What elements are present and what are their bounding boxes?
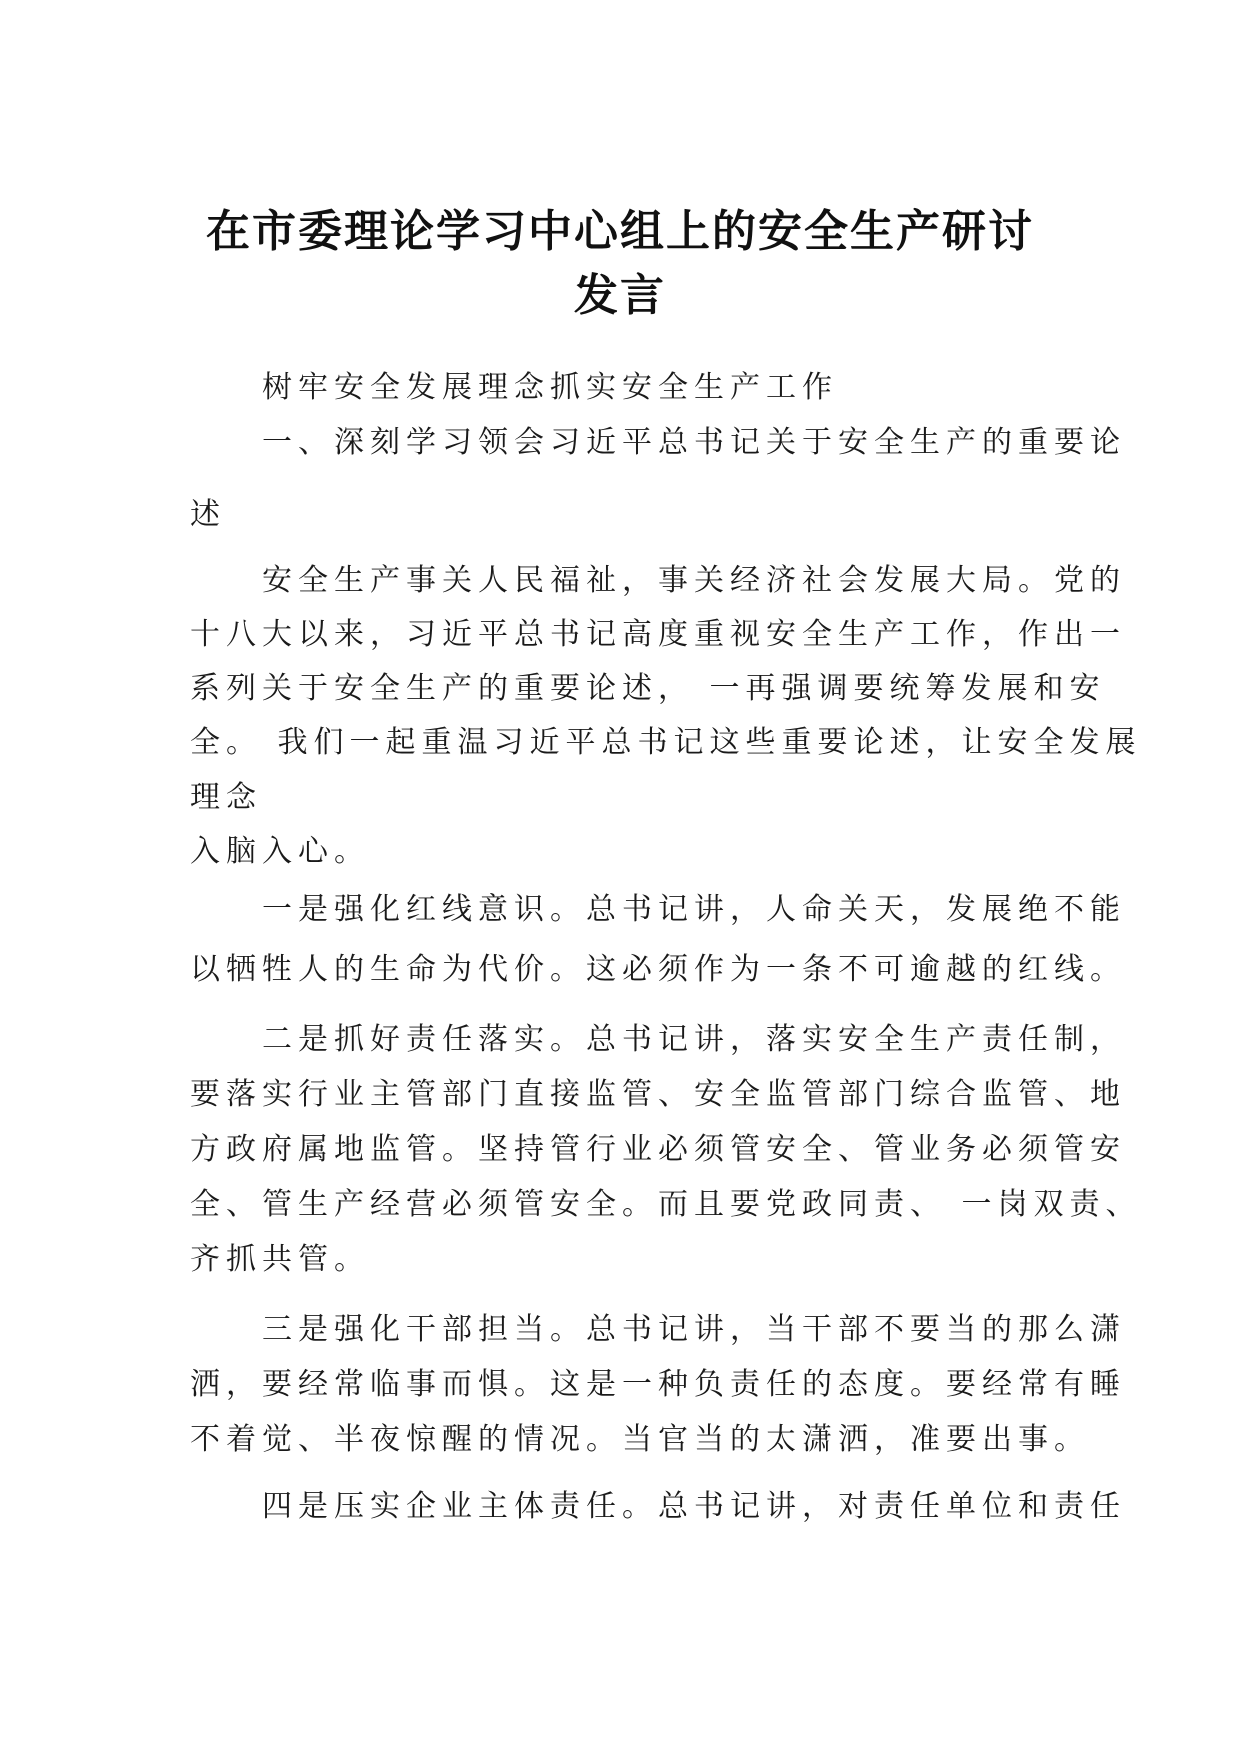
document-title-line-1: 在市委理论学习中心组上的安全生产研讨: [206, 206, 1034, 257]
subtitle: 树牢安全发展理念抓实安全生产工作: [262, 370, 838, 405]
body-line: 十八大以来，习近平总书记高度重视安全生产工作，作出一: [190, 617, 1126, 652]
body-line: 要落实行业主管部门直接监管、安全监管部门综合监管、地: [190, 1077, 1126, 1112]
body-line: 一是强化红线意识。总书记讲，人命关天，发展绝不能: [262, 892, 1126, 927]
body-line: 不着觉、半夜惊醒的情况。当官当的太潇洒，准要出事。: [190, 1422, 1090, 1457]
body-line: 安全生产事关人民福祉，事关经济社会发展大局。党的: [262, 563, 1126, 598]
body-line: 入脑入心。: [190, 834, 370, 869]
body-line: 理念: [190, 780, 262, 815]
body-line: 以牺牲人的生命为代价。这必须作为一条不可逾越的红线。: [190, 952, 1126, 987]
body-line: 全、管生产经营必须管安全。而且要党政同责、 一岗双责、: [190, 1187, 1142, 1222]
body-line: 三是强化干部担当。总书记讲，当干部不要当的那么潇: [262, 1312, 1126, 1347]
body-line: 齐抓共管。: [190, 1242, 370, 1277]
body-line: 二是抓好责任落实。总书记讲，落实安全生产责任制，: [262, 1022, 1126, 1057]
section-heading-line: 述: [190, 497, 226, 532]
body-line: 方政府属地监管。坚持管行业必须管安全、管业务必须管安: [190, 1132, 1126, 1167]
body-line: 全。 我们一起重温习近平总书记这些重要论述，让安全发展: [190, 725, 1142, 760]
body-line: 洒，要经常临事而惧。这是一种负责任的态度。要经常有睡: [190, 1367, 1126, 1402]
body-line: 四是压实企业主体责任。总书记讲，对责任单位和责任: [262, 1489, 1126, 1524]
section-heading-line: 一、深刻学习领会习近平总书记关于安全生产的重要论: [262, 425, 1126, 460]
body-line: 系列关于安全生产的重要论述， 一再强调要统筹发展和安: [190, 671, 1106, 706]
document-title-line-2: 发言: [574, 270, 666, 321]
